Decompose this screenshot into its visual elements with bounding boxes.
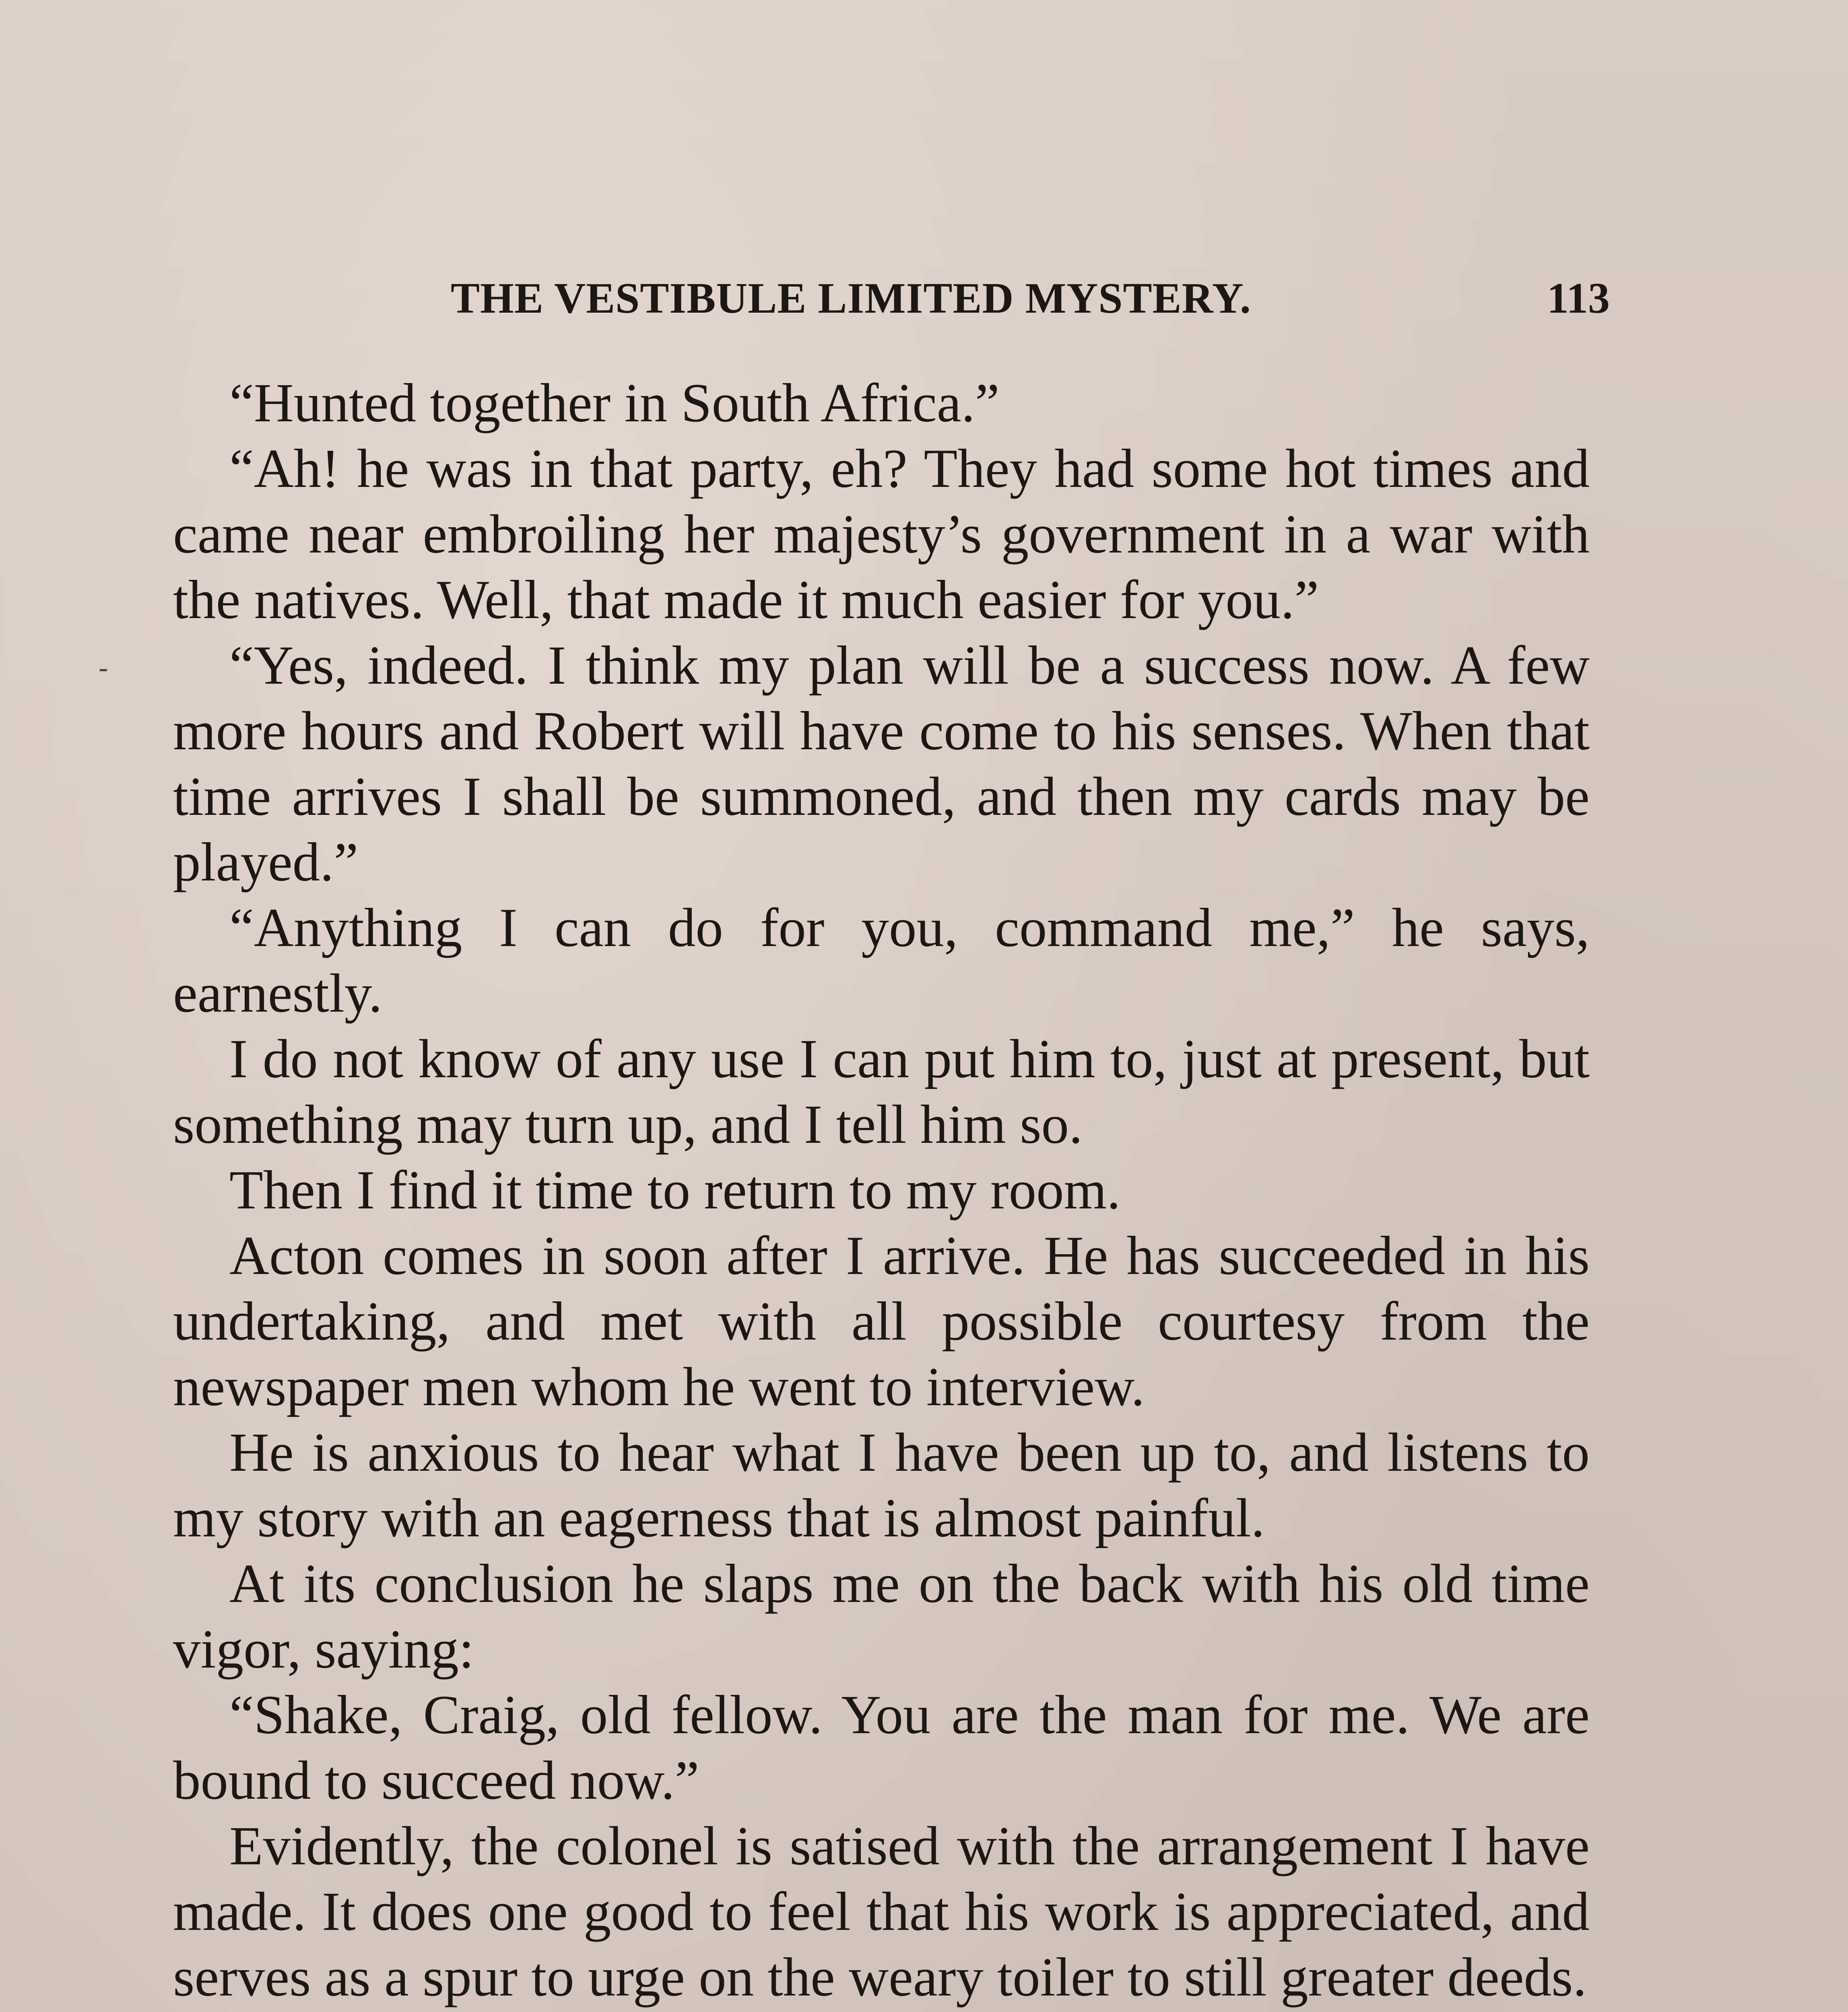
page-number: 113 <box>1547 274 1610 322</box>
paragraph-9: At its conclusion he slaps me on the back with his old time vigor, saying: <box>173 1553 1590 1680</box>
paragraph-12 <box>173 2010 1590 2012</box>
paragraph-1: “Hunted together in South Africa.” <box>229 372 1000 433</box>
running-title: THE VESTIBULE LIMITED MYSTERY. <box>451 274 1251 322</box>
paragraph-8: He is anxious to hear what I have been up to, and listens to my story with an eagerness that is almost painful. <box>173 1422 1590 1548</box>
paragraph-10: “Shake, Craig, old fellow. You are the man for me. We are bound to succeed now.” <box>173 1684 1590 1811</box>
margin-dash-mark: - <box>99 652 108 683</box>
paragraph-11: Evidently, the colonel is satised with the arrangement I have made. It does one good to feel that his work is appreciated, and serves as a spur to urge on the weary toiler to still greater deeds. <box>173 1815 1590 2008</box>
paragraph-3: “Yes, indeed. I think my plan will be a success now. A few more hours and Robert will have come to his senses. When that time arrives I shall be summoned, and then my cards may be played.” <box>173 635 1590 893</box>
paragraph-4: “Anything I can do for you, command me,” he says, earnestly. <box>173 897 1590 1024</box>
paragraph-5: I do not know of any use I can put him to, just at present, but something may turn up, and I tell him so. <box>173 1028 1590 1155</box>
paragraph-6: Then I find it time to return to my room. <box>229 1159 1121 1220</box>
body-text <box>173 370 1590 2012</box>
page-header <box>169 274 1610 338</box>
paragraph-2: “Ah! he was in that party, eh? They had some hot times and came near embroiling her majesty’s government in a war with the natives. Well, that made it much easier for you.” <box>173 438 1590 630</box>
paragraph-7: Acton comes in soon after I arrive. He has succeeded in his undertaking, and met with all possible courtesy from the newspaper men whom he went to interview. <box>173 1225 1590 1417</box>
